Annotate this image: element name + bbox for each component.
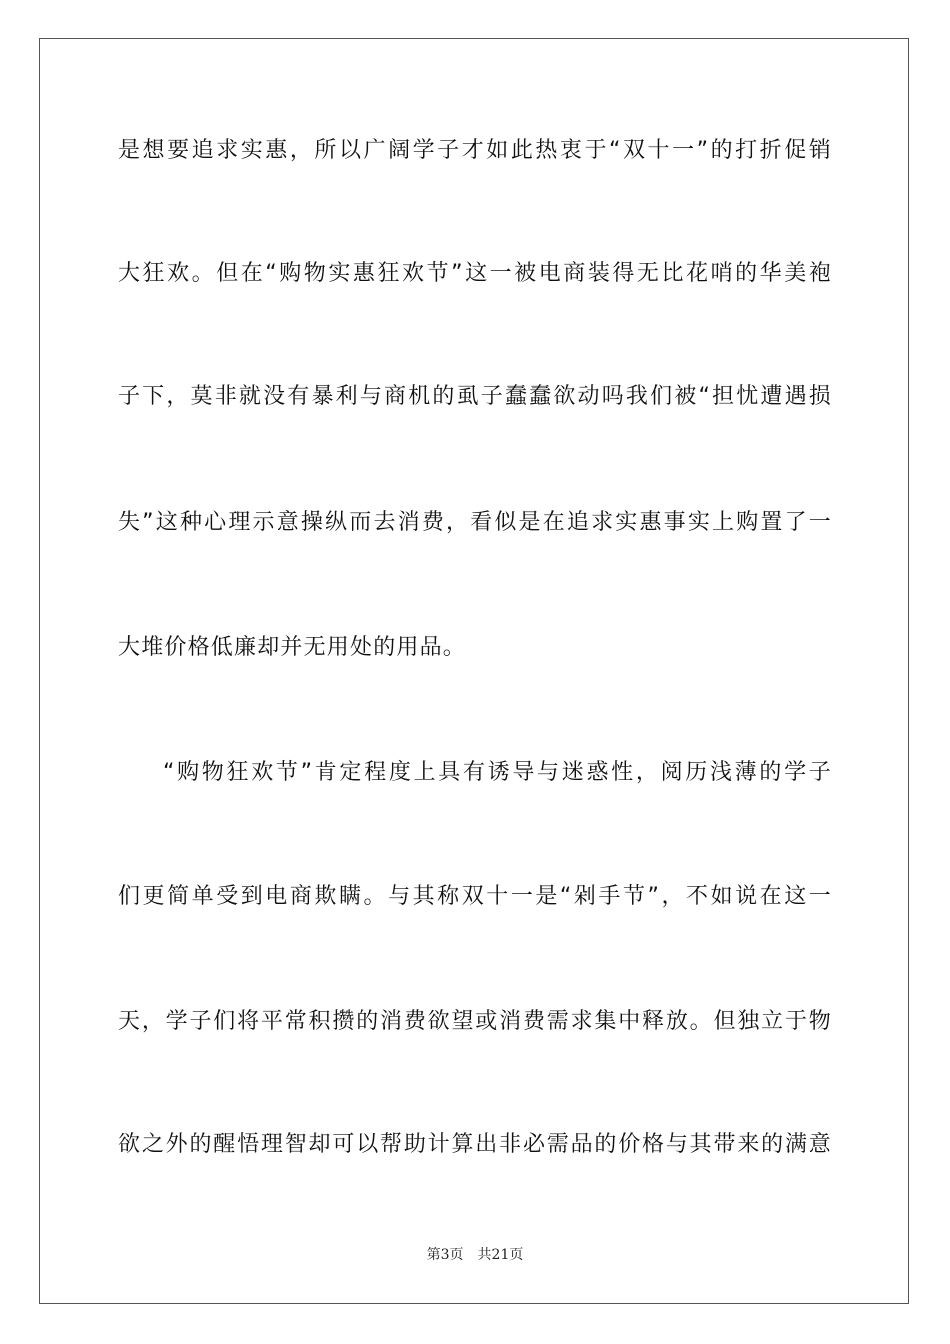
body-text-line: 子下，莫非就没有暴利与商机的虱子蠢蠢欲动吗我们被“担忧遭遇损 xyxy=(118,384,832,409)
page-footer xyxy=(0,1244,950,1264)
body-text-line: 失”这种心理示意操纵而去消费，看似是在追求实惠事实上购置了一 xyxy=(118,510,832,535)
page-total: 共21页 xyxy=(477,1247,524,1263)
body-text-line-indented: “购物狂欢节”肯定程度上具有诱导与迷惑性，阅历浅薄的学子 xyxy=(163,760,832,785)
body-text-line: 们更简单受到电商欺瞒。与其称双十一是“剁手节”，不如说在这一 xyxy=(118,884,832,909)
body-text-line: 大狂欢。但在“购物实惠狂欢节”这一被电商装得无比花哨的华美袍 xyxy=(118,261,832,286)
body-text-line: 大堆价格低廉却并无用处的用品。 xyxy=(118,635,467,660)
page-number: 第3页 xyxy=(426,1247,464,1263)
body-text-line: 欲之外的醒悟理智却可以帮助计算出非必需品的价格与其带来的满意 xyxy=(118,1132,832,1157)
body-text-line: 天，学子们将平常积攒的消费欲望或消费需求集中释放。但独立于物 xyxy=(118,1009,832,1034)
body-text-line: 是想要追求实惠，所以广阔学子才如此热衷于“双十一”的打折促销 xyxy=(118,138,832,163)
page-border xyxy=(39,38,909,1304)
